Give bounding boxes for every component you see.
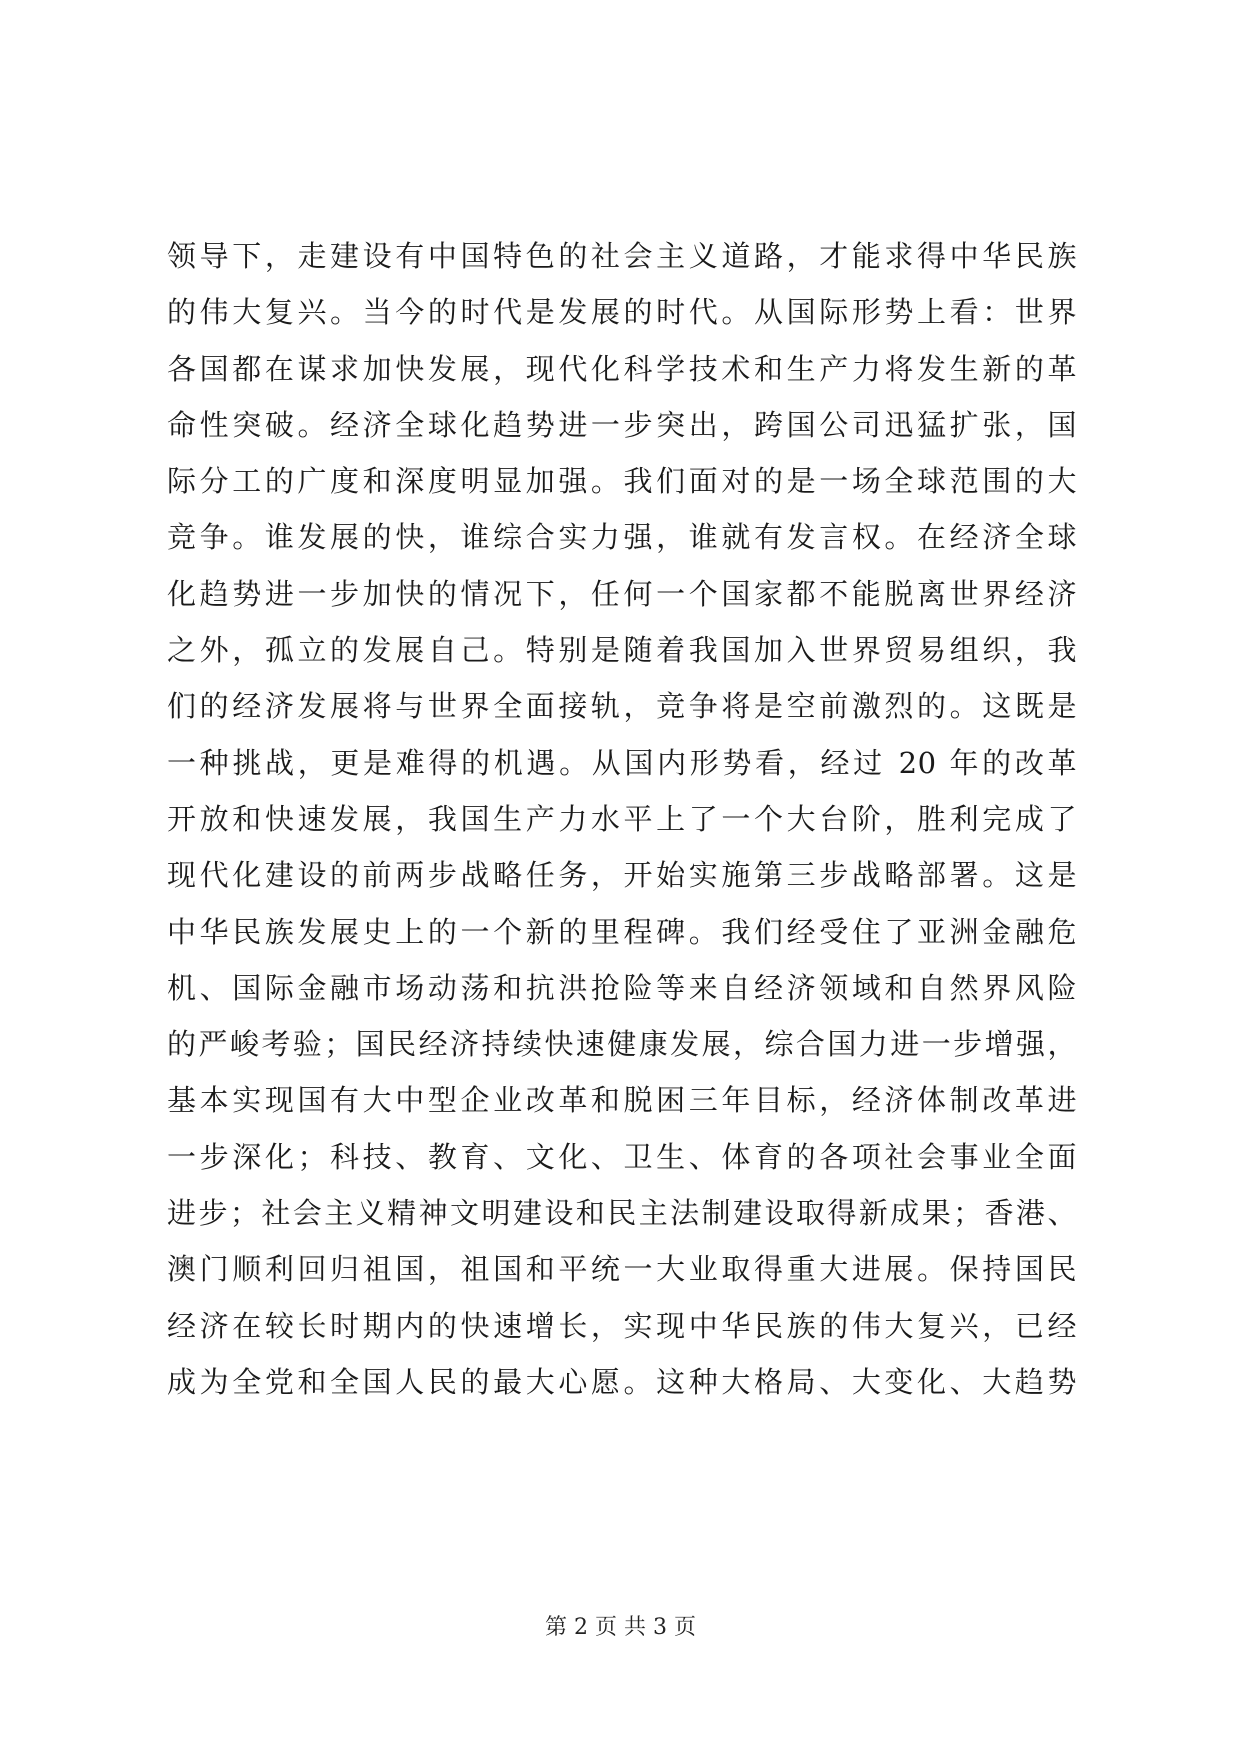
text-line: 领导下，走建设有中国特色的社会主义道路，才能求得中华民族 (167, 239, 1077, 273)
text-line: 际分工的广度和深度明显加强。我们面对的是一场全球范围的大 (167, 464, 1077, 499)
text-line: 中华民族发展史上的一个新的里程碑。我们经受住了亚洲金融危 (167, 914, 1077, 949)
text-line: 开放和快速发展，我国生产力水平上了一个大台阶，胜利完成了 (167, 801, 1077, 836)
text-line: 成为全党和全国人民的最大心愿。这种大格局、大变化、大趋势 (167, 1364, 1077, 1399)
text-line: 的伟大复兴。当今的时代是发展的时代。从国际形势上看：世界 (167, 295, 1077, 330)
text-line: 命性突破。经济全球化趋势进一步突出，跨国公司迅猛扩张，国 (167, 407, 1077, 442)
page-number-footer: 第 2 页 共 3 页 (545, 1615, 696, 1640)
text-line: 一步深化；科技、教育、文化、卫生、体育的各项社会事业全面 (167, 1139, 1077, 1174)
text-line: 竞争。谁发展的快，谁综合实力强，谁就有发言权。在经济全球 (167, 520, 1077, 555)
text-line: 的严峻考验；国民经济持续快速健康发展，综合国力进一步增强， (167, 1027, 1077, 1062)
text-line: 经济在较长时期内的快速增长，实现中华民族的伟大复兴，已经 (167, 1308, 1077, 1343)
text-line: 一种挑战，更是难得的机遇。从国内形势看，经过 20 年的改革 (167, 745, 1077, 780)
text-line: 进步；社会主义精神文明建设和民主法制建设取得新成果；香港、 (167, 1196, 1077, 1231)
text-line: 澳门顺利回归祖国，祖国和平统一大业取得重大进展。保持国民 (167, 1252, 1077, 1287)
text-line: 化趋势进一步加快的情况下，任何一个国家都不能脱离世界经济 (167, 576, 1077, 611)
text-line: 基本实现国有大中型企业改革和脱困三年目标，经济体制改革进 (167, 1083, 1077, 1118)
text-line: 机、国际金融市场动荡和抗洪抢险等来自经济领域和自然界风险 (167, 970, 1077, 1005)
body-text (167, 228, 1077, 1410)
text-line: 之外，孤立的发展自己。特别是随着我国加入世界贸易组织，我 (167, 633, 1077, 668)
text-line: 各国都在谋求加快发展，现代化科学技术和生产力将发生新的革 (167, 351, 1077, 386)
text-line: 们的经济发展将与世界全面接轨，竞争将是空前激烈的。这既是 (167, 689, 1077, 724)
text-line: 现代化建设的前两步战略任务，开始实施第三步战略部署。这是 (167, 858, 1077, 893)
